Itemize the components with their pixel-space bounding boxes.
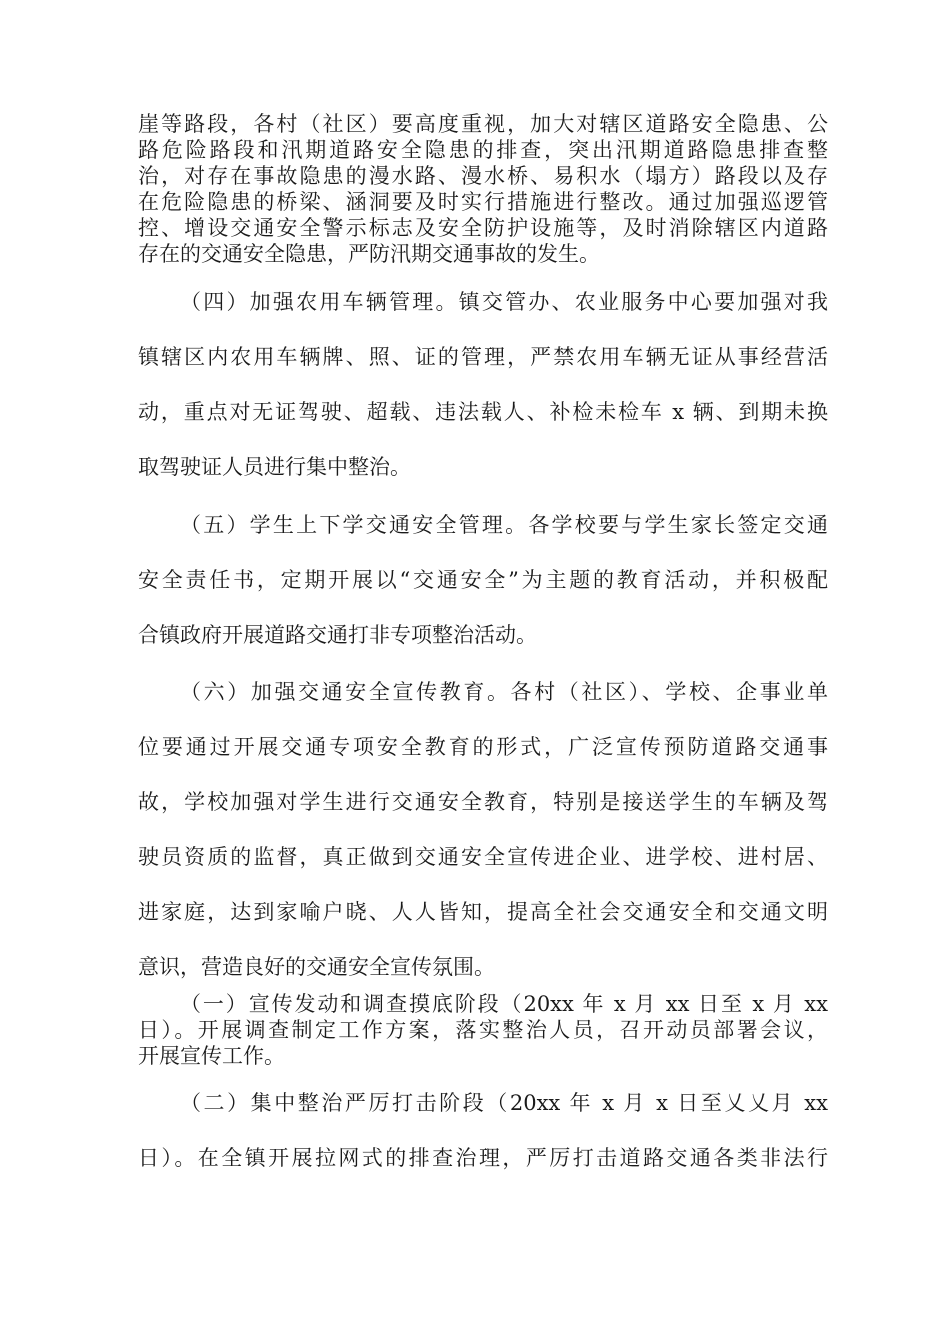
paragraph-first-line: （六）加强交通安全宣传教育。各村（社区）、学校、企事业单 (180, 680, 828, 704)
text-line: 存在的交通安全隐患，严防汛期交通事故的发生。 (138, 242, 600, 266)
paragraph-first-line: （一）宣传发动和调查摸底阶段（20xx 年 x 月 xx 日至 x 月 xx (180, 992, 828, 1016)
text-line: 崖等路段，各村（社区）要高度重视，加大对辖区道路安全隐患、公 (138, 112, 828, 136)
text-line: 开展宣传工作。 (138, 1044, 285, 1068)
text-line: 治，对存在事故隐患的漫水路、漫水桥、易积水（塌方）路段以及存 (138, 164, 828, 188)
text-line: 镇辖区内农用车辆牌、照、证的管理，严禁农用车辆无证从事经营活 (138, 345, 828, 369)
paragraph-first-line: （二）集中整治严厉打击阶段（20xx 年 x 月 x 日至乂乂月 xx (180, 1091, 828, 1115)
text-line: 驶员资质的监督，真正做到交通安全宣传进企业、进学校、进村居、 (138, 845, 828, 869)
text-line: 取驾驶证人员进行集中整治。 (138, 455, 411, 479)
text-line: 合镇政府开展道路交通打非专项整治活动。 (138, 623, 537, 647)
text-line: 位要通过开展交通专项安全教育的形式，广泛宣传预防道路交通事 (138, 735, 828, 759)
text-line: 安全责任书，定期开展以“交通安全”为主题的教育活动，并积极配 (138, 568, 828, 592)
paragraph-first-line: （五）学生上下学交通安全管理。各学校要与学生家长签定交通 (180, 513, 828, 537)
paragraph-first-line: （四）加强农用车辆管理。镇交管办、农业服务中心要加强对我 (180, 290, 828, 314)
text-line: 进家庭，达到家喻户晓、人人皆知，提高全社会交通安全和交通文明 (138, 900, 828, 924)
text-line: 日）。在全镇开展拉网式的排查治理，严厉打击道路交通各类非法行 (138, 1146, 828, 1170)
text-line: 路危险路段和汛期道路安全隐患的排查，突出汛期道路隐患排查整 (138, 138, 828, 162)
text-line: 在危险隐患的桥梁、涵洞要及时实行措施进行整改。通过加强巡逻管 (138, 190, 828, 214)
text-line: 动，重点对无证驾驶、超载、违法载人、补检未检车 x 辆、到期未换 (138, 400, 828, 424)
text-line: 意识，营造良好的交通安全宣传氛围。 (138, 955, 495, 979)
text-line: 日）。开展调查制定工作方案，落实整治人员，召开动员部署会议， (138, 1018, 828, 1042)
text-line: 故，学校加强对学生进行交通安全教育，特别是接送学生的车辆及驾 (138, 790, 828, 814)
text-line: 控、增设交通安全警示标志及安全防护设施等，及时消除辖区内道路 (138, 216, 828, 240)
